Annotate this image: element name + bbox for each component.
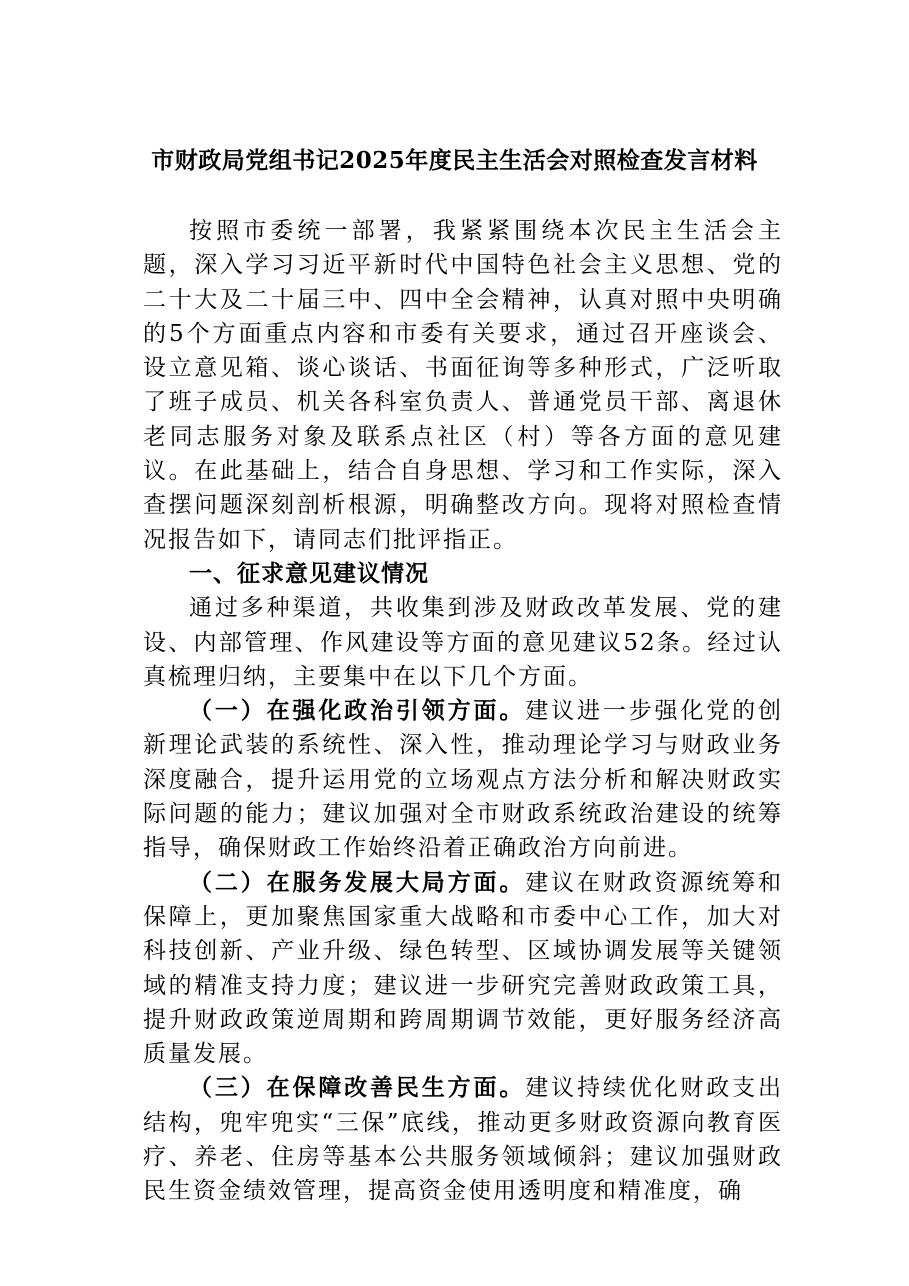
- item-heading: （一）在强化政治引领方面。: [189, 697, 526, 725]
- document-body: [143, 214, 783, 1209]
- item-heading: （二）在服务发展大局方面。: [189, 868, 526, 896]
- item-text: 建议在财政资源统筹和保障上，更加聚焦国家重大战略和市委中心工作，加大对科技创新、产业升级、绿色转型、区域协调发展等关键领域的精准支持力度；建议进一步研究完善财政政策工具，提升财政政策逆周期和跨周期调节效能，更好服务经济高质量发展。: [143, 869, 784, 1068]
- item-paragraph: [143, 694, 783, 865]
- item-heading: （三）在保障改善民生方面。: [189, 1074, 526, 1102]
- item-paragraph: [143, 1071, 783, 1208]
- section-paragraph: 通过多种渠道，共收集到涉及财政改革发展、党的建设、内部管理、作风建设等方面的意见建议52条。经过认真梳理归纳，主要集中在以下几个方面。: [143, 595, 783, 690]
- section-heading: 一、征求意见建议情况: [189, 560, 429, 587]
- item-paragraph: [143, 866, 783, 1072]
- item-text: 建议持续优化财政支出结构，兜牢兜实“三保”底线，推动更多财政资源向教育医疗、养老、住房等基本公共服务领域倾斜；建议加强财政民生资金绩效管理，提高资金使用透明度和精准度，确: [143, 1075, 784, 1205]
- document-title: 市财政局党组书记2025年度民主生活会对照检查发言材料: [151, 147, 758, 174]
- intro-paragraph: 按照市委统一部署，我紧紧围绕本次民主生活会主题，深入学习习近平新时代中国特色社会主义思想、党的二十大及二十届三中、四中全会精神，认真对照中央明确的5个方面重点内容和市委有关要求，通过召开座谈会、设立意见箱、谈心谈话、书面征询等多种形式，广泛听取了班子成员、机关各科室负责人、普通党员干部、离退休老同志服务对象及联系点社区（村）等各方面的意见建议。在此基础上，结合自身思想、学习和工作实际，深入查摆问题深刻剖析根源，明确整改方向。现将对照检查情况报告如下，请同志们批评指正。: [143, 218, 783, 553]
- item-text: 建议进一步强化党的创新理论武装的系统性、深入性，推动理论学习与财政业务深度融合，提升运用党的立场观点方法分析和解决财政实际问题的能力；建议加强对全市财政系统政治建设的统筹指导，确保财政工作始终沿着正确政治方向前进。: [143, 698, 784, 862]
